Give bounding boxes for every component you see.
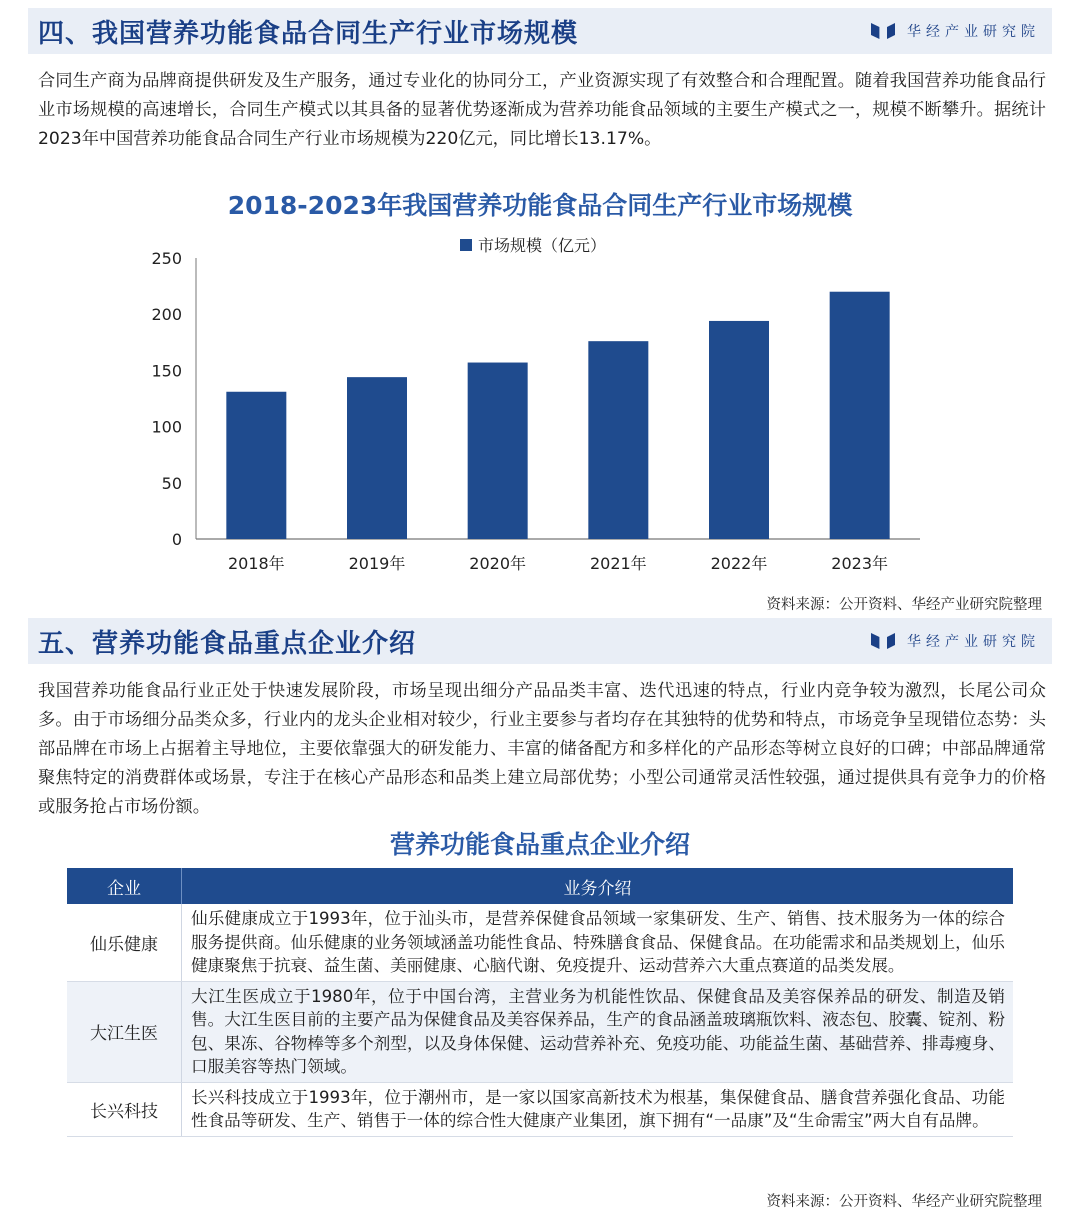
section4-paragraph: 合同生产商为品牌商提供研发及生产服务，通过专业化的协同分工，产业资源实现了有效整合和合理配置。随着我国营养功能食品行业市场规模的高速增长，合同生产模式以其具备的显著优势逐渐成为营养功能食品领域的主要生产模式之一，规模不断攀升。据统计2023年中国营养功能食品合同生产行业市场规模为220亿元，同比增长13.17%。: [38, 71, 1046, 149]
y-tick-label: 200: [151, 305, 182, 325]
table-header-company: 企业: [67, 868, 182, 904]
company-name: 仙乐健康: [67, 904, 182, 981]
y-tick-label: 100: [151, 417, 182, 437]
x-tick-label: 2021年: [589, 554, 647, 573]
section5-brand-name: 华经产业研究院: [907, 634, 1040, 650]
table-header-business: 业务介绍: [182, 868, 1014, 904]
table-header-row: [67, 868, 1013, 904]
section5-header: [28, 618, 1052, 664]
x-tick-label: 2018年: [227, 554, 285, 573]
table-row: [67, 1082, 1013, 1136]
table-title: 营养功能食品重点企业介绍: [389, 830, 690, 859]
table-row: [67, 981, 1013, 1082]
bar-2023年: [830, 292, 890, 539]
company-description: 仙乐健康成立于1993年，位于汕头市，是营养保健食品领域一家集研发、生产、销售、技术服务为一体的综合服务提供商。仙乐健康的业务领域涵盖功能性食品、特殊膳食食品、保健食品。在功能需求和品类规划上，仙乐健康聚焦于抗衰、益生菌、美丽健康、心脑代谢、免疫提升、运动营养六大重点赛道的品类发展。: [182, 904, 1014, 981]
company-name: 大江生医: [67, 981, 182, 1082]
company-name: 长兴科技: [67, 1082, 182, 1136]
y-tick-label: 50: [161, 473, 182, 493]
y-tick-label: 150: [151, 361, 182, 381]
y-tick-label: 250: [151, 249, 182, 268]
brand-logo-icon: [871, 633, 885, 649]
bar-2020年: [468, 363, 528, 539]
brand-logo-icon-part: [887, 633, 895, 649]
section5-paragraph: 我国营养功能食品行业正处于快速发展阶段，市场呈现出细分产品品类丰富、迭代迅速的特点，行业内竞争较为激烈，长尾公司众多。由于市场细分品类众多，行业内的龙头企业相对较少，行业主要参与者均存在其独特的优势和特点，市场竞争呈现错位态势：头部品牌在市场上占据着主导地位，主要依靠强大的研发能力、丰富的储备配方和多样化的产品形态等树立良好的口碑；中部品牌通常聚焦特定的消费群体或场景，专注于在核心产品形态和品类上建立局部优势；小型公司通常灵活性较强，通过提供具有竞争力的价格或服务抢占市场份额。: [38, 681, 1046, 817]
legend-label: 市场规模（亿元）: [478, 236, 607, 255]
x-tick-label: 2022年: [710, 554, 768, 573]
x-tick-label: 2019年: [348, 554, 406, 573]
section5-title: 五、营养功能食品重点企业介绍: [38, 628, 417, 659]
bar-2022年: [709, 321, 769, 539]
section5-source: 资料来源：公开资料、华经产业研究院整理: [766, 1194, 1042, 1210]
section4-brand-name: 华经产业研究院: [907, 24, 1040, 40]
section4-source: 资料来源：公开资料、华经产业研究院整理: [766, 597, 1042, 613]
bar-chart: [0, 0, 1080, 600]
company-description: 长兴科技成立于1993年，位于潮州市，是一家以国家高新技术为根基，集保健食品、膳食营养强化食品、功能性食品等研发、生产、销售于一体的综合性大健康产业集团，旗下拥有“一品康”及“生命需宝”两大自有品牌。: [182, 1082, 1014, 1136]
x-tick-label: 2020年: [469, 554, 527, 573]
table-row: [67, 904, 1013, 981]
y-tick-label: 0: [171, 530, 182, 549]
x-tick-label: 2023年: [831, 554, 889, 573]
company-table: [67, 868, 1013, 1137]
section4-title: 四、我国营养功能食品合同生产行业市场规模: [38, 18, 579, 49]
company-description: 大江生医成立于1980年，位于中国台湾，主营业务为机能性饮品、保健食品及美容保养品的研发、制造及销售。大江生医目前的主要产品为保健食品及美容保养品，生产的食品涵盖玻璃瓶饮料、液态包、胶囊、锭剂、粉包、果冻、谷物棒等多个剂型，以及身体保健、运动营养补充、免疫功能、功能益生菌、基础营养、排毒瘦身、口服美容等热门领域。: [182, 981, 1014, 1082]
chart-title: 2018-2023年我国营养功能食品合同生产行业市场规模: [227, 191, 853, 220]
bar-2019年: [347, 377, 407, 539]
bar-2021年: [588, 341, 648, 539]
section5-brand: [871, 631, 1040, 651]
bar-2018年: [226, 392, 286, 539]
